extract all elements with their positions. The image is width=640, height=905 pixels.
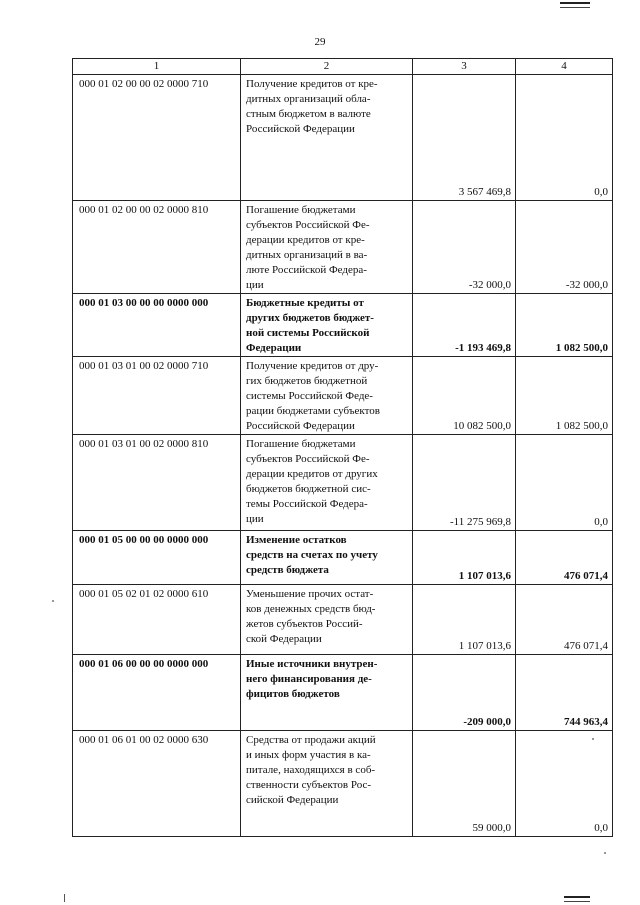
amount-col3-cell: 3 567 469,8 (413, 75, 516, 201)
item-name-line: ской Федерации (246, 633, 322, 645)
amount-col3-cell: -11 275 969,8 (413, 435, 516, 531)
table-row (73, 585, 613, 655)
item-name-cell (241, 435, 413, 531)
amount-col4-cell: 0,0 (516, 435, 613, 531)
amount-col4-cell: 0,0 (516, 731, 613, 837)
table-row (73, 655, 613, 731)
item-name-line: ственности субъектов Рос- (246, 779, 372, 791)
amount-col3-cell: 10 082 500,0 (413, 357, 516, 435)
item-name-line: Федерации (246, 342, 302, 354)
budget-code-cell: 000 01 05 00 00 00 0000 000 (73, 531, 241, 585)
amount-col4-cell: 744 963,4 (516, 655, 613, 731)
item-name-line: дерации кредитов от других (246, 468, 378, 480)
item-name-line: средств на счетах по учету (246, 549, 378, 561)
budget-code-cell: 000 01 05 02 01 02 0000 610 (73, 585, 241, 655)
budget-code-cell: 000 01 02 00 00 02 0000 810 (73, 201, 241, 294)
item-name-line: других бюджетов бюджет- (246, 312, 374, 324)
item-name-line: субъектов Российской Фе- (246, 453, 370, 465)
amount-col4-cell: -32 000,0 (516, 201, 613, 294)
amount-col4-cell: 1 082 500,0 (516, 357, 613, 435)
item-name-line: жетов субъектов Россий- (246, 618, 363, 630)
table-row (73, 731, 613, 837)
item-name-line: субъектов Российской Фе- (246, 219, 370, 231)
budget-code-cell: 000 01 06 00 00 00 0000 000 (73, 655, 241, 731)
budget-code-cell: 000 01 06 01 00 02 0000 630 (73, 731, 241, 837)
table-row (73, 531, 613, 585)
header-row (73, 59, 613, 75)
item-name-line: Иные источники внутрен- (246, 658, 378, 670)
item-name-line: бюджетов бюджетной сис- (246, 483, 371, 495)
item-name-cell (241, 585, 413, 655)
item-name-line: дитных организаций обла- (246, 93, 371, 105)
item-name-line: ков денежных средств бюд- (246, 603, 376, 615)
item-name-line: питале, находящихся в соб- (246, 764, 376, 776)
item-name-line: стным бюджетом в валюте (246, 108, 371, 120)
amount-col3-cell: 1 107 013,6 (413, 585, 516, 655)
column-header-2: 2 (241, 59, 413, 75)
item-name-cell (241, 75, 413, 201)
column-header-1: 1 (73, 59, 241, 75)
item-name-cell (241, 294, 413, 357)
item-name-line: темы Российской Федера- (246, 498, 368, 510)
item-name-cell (241, 731, 413, 837)
item-name-line: Российской Федерации (246, 420, 355, 432)
item-name-line: ции (246, 513, 264, 525)
item-name-line: ной системы Российской (246, 327, 370, 339)
table-row (73, 435, 613, 531)
table-row (73, 75, 613, 201)
amount-col4-cell: 1 082 500,0 (516, 294, 613, 357)
item-name-cell (241, 531, 413, 585)
column-header-3: 3 (413, 59, 516, 75)
item-name-cell (241, 655, 413, 731)
scan-mark-left-bottom (64, 894, 65, 902)
item-name-line: дерации кредитов от кре- (246, 234, 365, 246)
budget-code-cell: 000 01 03 01 00 02 0000 710 (73, 357, 241, 435)
amount-col4-cell: 0,0 (516, 75, 613, 201)
item-name-line: Погашение бюджетами (246, 438, 356, 450)
item-name-line: сийской Федерации (246, 794, 339, 806)
item-name-line: Получение кредитов от дру- (246, 360, 379, 372)
budget-sources-table (72, 58, 613, 837)
item-name-line: рации бюджетами субъектов (246, 405, 380, 417)
amount-col3-cell: 59 000,0 (413, 731, 516, 837)
scan-mark-top (560, 2, 590, 8)
amount-col3-cell: -209 000,0 (413, 655, 516, 731)
amount-col4-cell: 476 071,4 (516, 531, 613, 585)
amount-col4-cell: 476 071,4 (516, 585, 613, 655)
item-name-line: фицитов бюджетов (246, 688, 340, 700)
item-name-line: Изменение остатков (246, 534, 347, 546)
item-name-cell (241, 357, 413, 435)
item-name-line: дитных организаций в ва- (246, 249, 368, 261)
item-name-line: Получение кредитов от кре- (246, 78, 378, 90)
amount-col3-cell: -1 193 469,8 (413, 294, 516, 357)
scan-speck (592, 738, 594, 740)
table-body (73, 75, 613, 837)
item-name-line: Уменьшение прочих остат- (246, 588, 374, 600)
amount-col3-cell: -32 000,0 (413, 201, 516, 294)
page-number: 29 (314, 36, 326, 48)
table-row (73, 294, 613, 357)
column-header-4: 4 (516, 59, 613, 75)
item-name-line: него финансирования де- (246, 673, 372, 685)
table-row (73, 357, 613, 435)
item-name-line: люте Российской Федера- (246, 264, 367, 276)
item-name-line: Бюджетные кредиты от (246, 297, 364, 309)
budget-code-cell: 000 01 03 01 00 02 0000 810 (73, 435, 241, 531)
scan-mark-bottom (564, 896, 590, 902)
item-name-cell (241, 201, 413, 294)
item-name-line: системы Российской Феде- (246, 390, 373, 402)
amount-col3-cell: 1 107 013,6 (413, 531, 516, 585)
item-name-line: Российской Федерации (246, 123, 355, 135)
item-name-line: гих бюджетов бюджетной (246, 375, 368, 387)
item-name-line: ции (246, 279, 264, 291)
scan-speck (52, 600, 54, 602)
item-name-line: Погашение бюджетами (246, 204, 356, 216)
item-name-line: и иных форм участия в ка- (246, 749, 371, 761)
budget-code-cell: 000 01 02 00 00 02 0000 710 (73, 75, 241, 201)
item-name-line: Средства от продажи акций (246, 734, 376, 746)
scan-speck (604, 852, 606, 854)
table-row (73, 201, 613, 294)
budget-code-cell: 000 01 03 00 00 00 0000 000 (73, 294, 241, 357)
item-name-line: средств бюджета (246, 564, 329, 576)
